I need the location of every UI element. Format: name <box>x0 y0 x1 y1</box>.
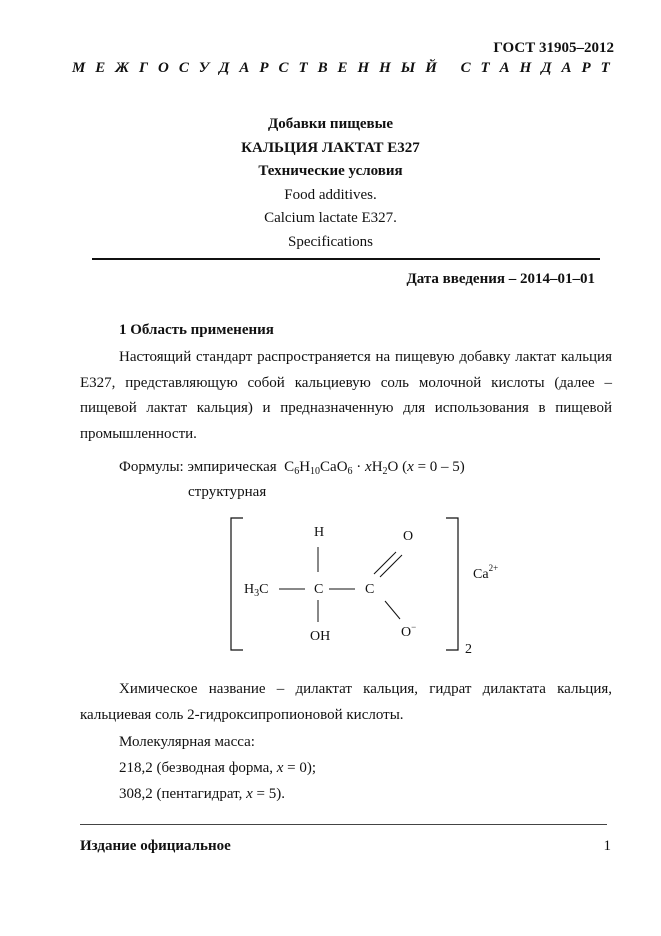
section-heading: 1 Область применения <box>119 322 274 338</box>
heading-letter: Ж <box>115 60 130 76</box>
title-line-1: Добавки пищевые <box>267 116 394 132</box>
title-block <box>0 113 661 254</box>
introduction-date: Дата введения – 2014–01–01 <box>406 271 595 287</box>
heading-letter: Е <box>95 60 106 76</box>
heading-letter: Т <box>298 60 308 76</box>
title-en-1: Food additives. <box>284 186 377 203</box>
heading-letter: Н <box>519 60 532 76</box>
heading-letter: О <box>158 60 169 76</box>
heading-letter: Н <box>379 60 391 76</box>
heading-letter: М <box>72 60 86 76</box>
chemical-name-paragraph: Химическое название – дилактат кальция, гидрат дилактата кальция, кальциевая соль 2-гидроксипропионовой кислоты. <box>80 681 612 723</box>
scope-paragraph: Настоящий стандарт распространяется на пищевую добавку лактат кальция Е327, представляющую собой кальциевую соль молочной кислоты (далее – пищевой лактат кальция) и предназначенную для использования в пищевой промышленности. <box>80 349 612 442</box>
atom-c2: C <box>365 582 375 597</box>
heading-letter: Й <box>425 60 437 76</box>
right-bracket <box>446 518 458 650</box>
heading-letter: С <box>178 60 189 76</box>
footer-divider <box>80 824 607 825</box>
page-number: 1 <box>603 838 611 854</box>
heading-letter: Ы <box>400 60 416 76</box>
bracket-subscript: 2 <box>465 642 472 657</box>
heading-letter: А <box>499 60 510 76</box>
heading-letter: С <box>460 60 471 76</box>
empirical-formula: $C_6H_{10}CaO_6 \cdot xH_2O$ (x = 0 – 5) <box>284 459 465 477</box>
heading-letter: Р <box>259 60 269 76</box>
heading-letter: С <box>278 60 289 76</box>
title-en-3: Specifications <box>288 233 373 250</box>
molar-mass-label: Молекулярная масса: <box>119 734 255 750</box>
atom-h3c: $H_3C$ <box>244 582 269 599</box>
heading-letter: Д <box>219 60 230 76</box>
bond-c2-o-double-a <box>374 552 396 574</box>
atom-h-top: H <box>314 525 325 540</box>
molar-mass-anhydrous: 218,2 (безводная форма, x = 0); <box>119 760 317 776</box>
heading-letter: Е <box>337 60 348 76</box>
heading-letter: Т <box>600 60 610 76</box>
structural-label: структурная <box>188 484 267 500</box>
heading-letter: Р <box>581 60 591 76</box>
structural-formula <box>230 514 530 664</box>
heading-letter: А <box>561 60 572 76</box>
heading-letter: Т <box>480 60 490 76</box>
left-bracket <box>231 518 243 650</box>
title-en-2: Calcium lactate E327. <box>264 210 397 226</box>
bond-c2-o-single <box>385 601 400 619</box>
molar-mass-pentahydrate: 308,2 (пентагидрат, x = 5). <box>119 786 286 802</box>
heading-letter: В <box>317 60 328 76</box>
bond-c2-o-double-b <box>380 555 402 577</box>
official-edition-label: Издание официальное <box>80 838 231 854</box>
calcium-ion: $Ca^{2+}$ <box>473 563 499 582</box>
atom-oh: OH <box>310 629 331 644</box>
title-line-3: Технические условия <box>258 163 403 179</box>
standard-code: ГОСТ 31905–2012 <box>493 40 614 56</box>
heading-letter: А <box>239 60 250 76</box>
heading-letter: У <box>198 60 210 76</box>
heading-letter: Д <box>541 60 552 76</box>
atom-c1: C <box>314 582 324 597</box>
heading-letter: Г <box>139 60 149 76</box>
standard-type-heading <box>72 60 610 77</box>
title-line-2: КАЛЬЦИЯ ЛАКТАТ Е327 <box>241 139 420 156</box>
heading-letter <box>447 60 451 77</box>
empirical-formula-line: Формулы: эмпирическая $C_6H_{10}CaO_6 \cdot xH_2O$ (x = 0 – 5) <box>119 459 465 477</box>
atom-o-top: O <box>403 529 414 544</box>
atom-o-minus: O− <box>401 622 417 640</box>
heading-letter: Н <box>357 60 370 76</box>
title-divider <box>92 258 600 260</box>
